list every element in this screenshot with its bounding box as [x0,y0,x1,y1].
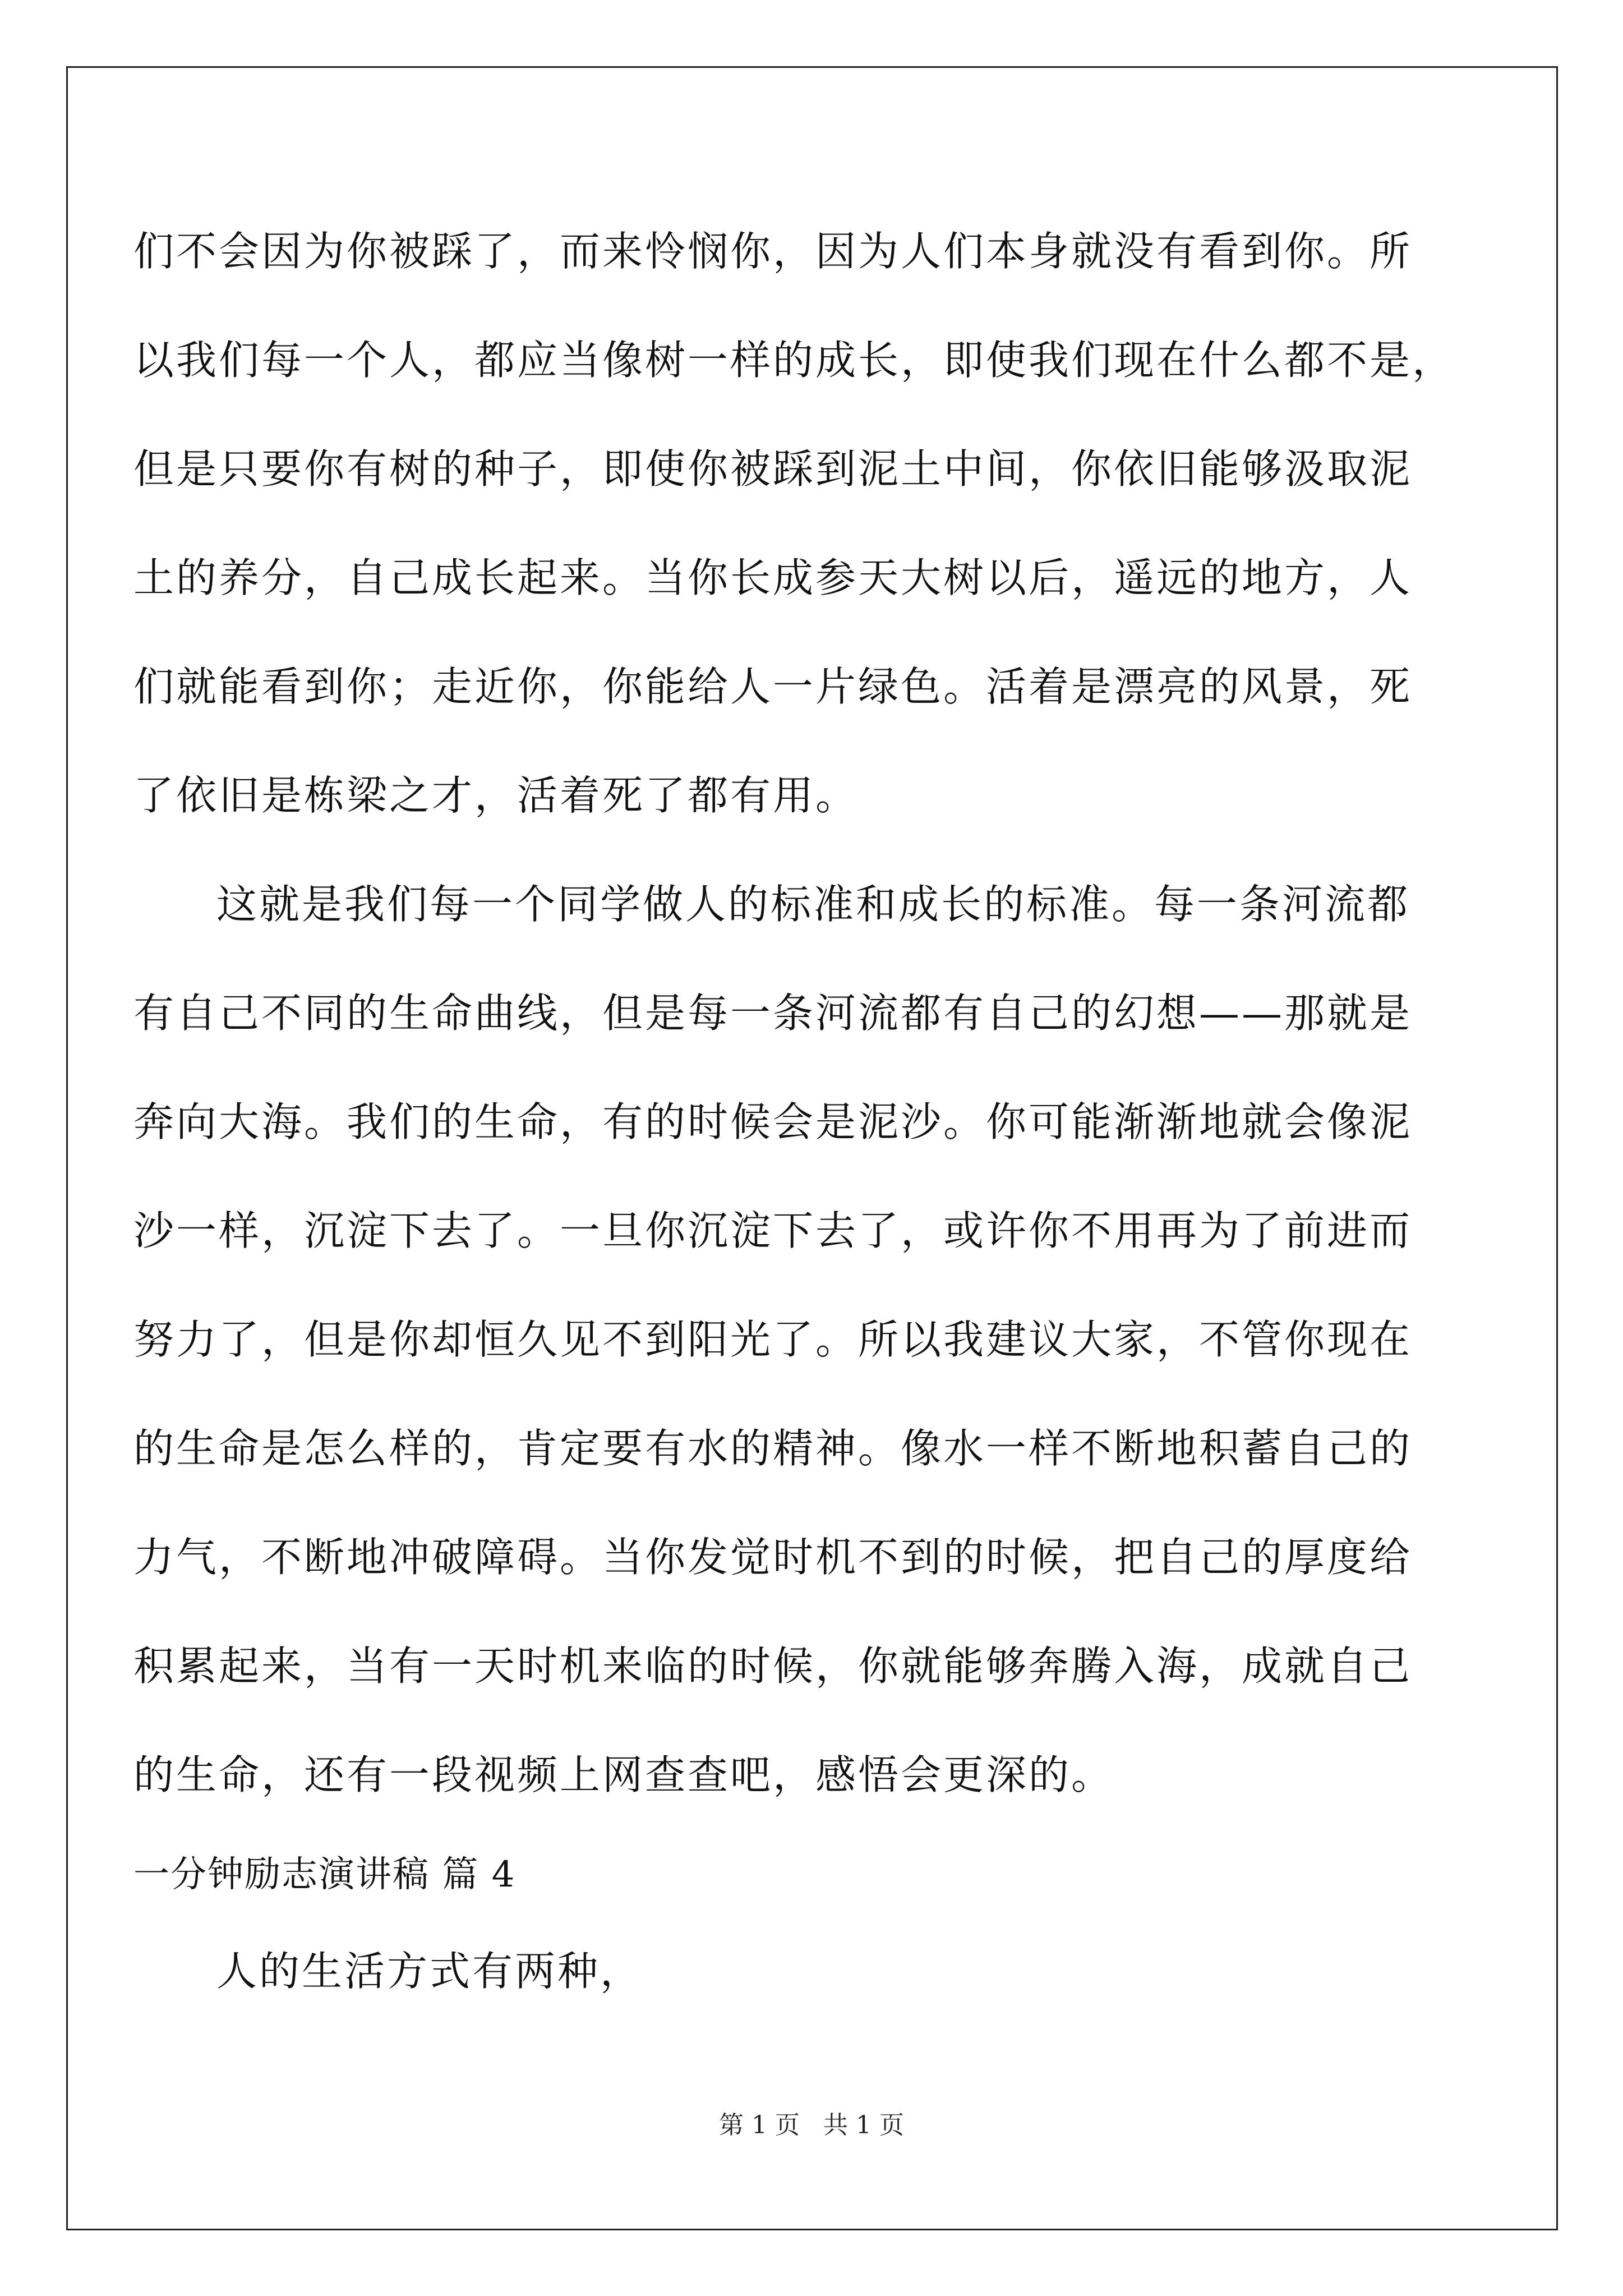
page-border [66,66,1558,2230]
text-line: 的生命是怎么样的，肯定要有水的精神。像水一样不断地积蓄自己的 [133,1425,1413,1472]
text-line: 努力了，但是你却恒久见不到阳光了。所以我建议大家，不管你现在 [133,1316,1413,1363]
text-line: 们就能看到你；走近你，你能给人一片绿色。活着是漂亮的风景，死 [133,663,1413,710]
page-footer [0,2105,1623,2141]
text-line: 们不会因为你被踩了，而来怜悯你，因为人们本身就没有看到你。所 [133,228,1413,275]
page-total: 共 1 页 [823,2111,904,2139]
text-line: 土的养分，自己成长起来。当你长成参天大树以后，遥远的地方，人 [133,554,1413,601]
text-line: 奔向大海。我们的生命，有的时候会是泥沙。你可能渐渐地就会像泥 [133,1098,1413,1145]
text-line: 沙一样，沉淀下去了。一旦你沉淀下去了，或许你不用再为了前进而 [133,1207,1413,1254]
text-line: 以我们每一个人，都应当像树一样的成长，即使我们现在什么都不是， [133,337,1455,384]
text-line: 积累起来，当有一天时机来临的时候，你就能够奔腾入海，成就自己 [133,1642,1413,1690]
text-line: 力气，不断地冲破障碍。当你发觉时机不到的时候，把自己的厚度给 [133,1534,1413,1581]
text-line: 了依旧是栋梁之才，活着死了都有用。 [133,772,859,819]
text-line: 的生命，还有一段视频上网查查吧，感悟会更深的。 [133,1751,1114,1798]
page-number: 第 1 页 [719,2111,800,2139]
text-line: 有自己不同的生命曲线，但是每一条河流都有自己的幻想——那就是 [133,990,1413,1037]
paragraph-first-line: 这就是我们每一个同学做人的标准和成长的标准。每一条河流都 [216,881,1410,928]
paragraph-first-line: 人的生活方式有两种， [216,1948,643,1995]
section-heading: 一分钟励志演讲稿 篇 4 [133,1854,516,1895]
text-line: 但是只要你有树的种子，即使你被踩到泥土中间，你依旧能够汲取泥 [133,445,1413,493]
